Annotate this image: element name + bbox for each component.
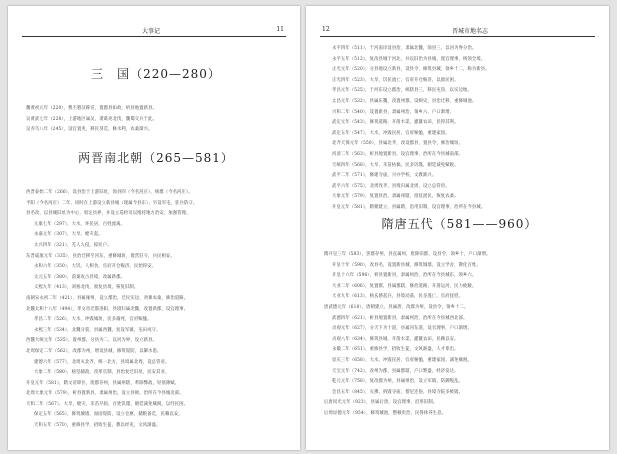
text-line: 正光元年（520），分县地设立新县，设县令，修筑县城，领乡十二，称为新县。 (332, 67, 490, 73)
section-sui-tang (324, 212, 595, 236)
text-line: 大象二年（580），杨坚辅政，改革官制，县治复迁旧址，民安其业。 (34, 370, 170, 376)
text-line: 太昌元年（532），县属东魏，改置州郡，设刺史，县治迁移，重修城池。 (332, 98, 477, 104)
text-line: 永平四年（511），于河南岸设县治，隶属北魏，领县三，以河为界分治。 (332, 46, 477, 51)
page-number: 12 (322, 26, 330, 33)
text-line: 后周显德元年（954），修筑城池，整顿吏治，民得休养生息。 (324, 410, 447, 416)
text-line: 保定五年（565），修筑城墙，加固堤防，设立仓廪，储粮备荒，民赖以安。 (34, 412, 183, 418)
text-line: 吴黄武七年（228），上游地区属吴，诸葛亮北伐，魏蜀交兵于此。 (26, 116, 158, 122)
text-line: 太元五年（380），前秦攻占县境，改属新郡。 (34, 274, 125, 280)
text-line: 乾元元年（758），复改郡为州，县属州治，设立军镇，防御叛乱。 (332, 379, 464, 385)
text-line: 永平五年（512），复改县城于河北，并以旧治为县城，置官理事，统领全境。 (332, 56, 486, 62)
text-line: 魏黄初元年（220），曹丕篡汉称帝，置郡县如故，析县地置新县。 (26, 106, 158, 111)
text-line: 武平六年（575），北周伐齐，县境归属北周，设立总管府。 (332, 183, 450, 189)
section-title: 隋唐五代（581——960） (381, 217, 538, 231)
text-line: 永徽二年（651），重修县学，招收生徒，文风渐盛，人才辈出。 (332, 347, 459, 353)
text-line: 西魏大统元年（535），置州郡，分县为二，以河为界，设立新县。 (26, 338, 158, 344)
text-line: 永和六年（350），大饥，人相食，官府开仓赈济，民始得安。 (34, 264, 157, 270)
text-line: 天宝元年（742），改州为郡，县属郡辖，户口繁盛，经济发达。 (332, 368, 459, 374)
text-line: 县名改，以县城旧址为中心，划定县界，并设立巡检司以维持地方治安，加强管理。 (26, 211, 191, 217)
text-line: 北魏太和十八年（494），孝文帝迁都洛阳，县境归属北魏，改置新郡，设官理事。 (26, 306, 189, 312)
text-line: 北齐天保元年（550），县属北齐，改设郡县，置县令，修治城垣。 (332, 141, 464, 147)
left-page (8, 6, 300, 450)
text-line: 大业九年（613），杨玄感起兵，县境动荡，民多逃亡，官府抚慰。 (332, 294, 464, 300)
text-line: 正光四年（523），大旱，饥民流亡，官府开仓赈济，以救民困。 (332, 77, 459, 83)
text-line: 永嘉元年（307），大旱，蝗灾起。 (34, 232, 103, 238)
text-line: 大业二年（606），复置郡，县属郡辖，修治道路，开凿运河，民力疲敝。 (332, 283, 477, 289)
text-line: 平阳（今名河庄）二年，同时在上游设立新县城（现属今县东），另设军屯，驻兵防守。 (26, 200, 198, 206)
text-line: 北周保定二年（562），改郡为州，增设县城，修筑堤防，以御水患。 (26, 348, 162, 354)
text-line: 开皇元年（581），隋文帝即位，废郡存州，县属州辖，革除弊政，轻徭薄赋。 (26, 380, 180, 386)
text-line: 南朝宋永初二年（421），县属雍州，设立郡治，迁民实边，劝课农桑，修治道路。 (26, 295, 189, 301)
section-three-kingdoms (26, 62, 286, 86)
text-line: 西晋泰始二年（266），设县治于上游旧址，领县四（今名河庄），统郡（今名河庄）。 (26, 190, 193, 195)
text-line: 开皇十年（590），改县名，设置新县城，修筑城墙，设立学舍，教化百姓。 (332, 262, 481, 268)
text-line: 河清二年（563），析县地置新县，设官理事，治所在今县城南部。 (332, 151, 464, 157)
text-line: 北周大象元年（579），析县置新县，隶属州治，设立县衙，治所在今县城北部。 (26, 391, 184, 397)
text-line: 武德四年（621），析县地置新县，隶属州治，治所在今县城西北部。 (332, 315, 468, 321)
text-line: 天和二年（567），大旱，蝗灾，禾苗尽损，百姓饥馑，朝廷减免赋税，以纾民困。 (26, 401, 189, 407)
text-line: 元康七年（297），大水，坏民居，百姓流离。 (34, 221, 125, 227)
text-line: 武定五年（547），大水，冲毁民居，官府赈恤，重建家园。 (332, 130, 450, 136)
text-line: 天和五年（570），重修县学，招收生徒，教以经史，文风渐盛。 (34, 423, 161, 429)
running-header (320, 25, 595, 37)
running-title: 晋城市地名志 (452, 28, 489, 35)
page-number: 11 (276, 26, 284, 33)
text-line: 贞观八年（634），修筑县城，开凿水渠，灌溉农田，民赖以安。 (332, 336, 459, 342)
text-line: 武平二年（571），修建寺庙，兴办学校，文教渐兴。 (332, 173, 437, 179)
text-line: 吴赤乌八年（245），设官置吏，移民垦荒，修水利，农桑渐兴。 (26, 127, 153, 133)
text-line: 孝昌元年（525），于河东设立郡治，统辖县三，移民屯垦，以实边地。 (332, 88, 472, 94)
top-body (324, 44, 595, 214)
section-jin-dynasties (26, 146, 286, 170)
text-line: 天统四年（568），大旱，禾苗枯槁，民多饥馑，朝廷减免赋税。 (332, 162, 459, 168)
running-title: 大事记 (142, 28, 161, 35)
bottom-body (324, 250, 595, 420)
section-title: 两晋南北朝（265—581） (78, 151, 234, 165)
text-line: 贞观元年（627），分天下为十道，县属河东道，设官理事，户口渐增。 (332, 326, 472, 332)
text-line: 唐武德元年（618），唐朝建立，县属唐，改郡为州，设县令，领乡十二。 (324, 304, 469, 310)
text-line: 建德六年（577），北周灭北齐，统一北方，县境属北周，设总管府。 (34, 359, 170, 365)
text-line: 开皇元年（581），隋朝建立，县属隋，沿用旧制，设官理事，治所在今县城。 (332, 204, 486, 210)
text-line: 太兴四年（321），羌人入侵，掠民户。 (34, 242, 112, 248)
text-line: 东晋咸康元年（335），县治迁移至河东，重修城垣，置营驻守，兵民相安。 (26, 253, 175, 259)
text-line: 武定元年（543），修筑道路，开凿水渠，灌溉农田，民得其利。 (332, 120, 459, 126)
text-line: 后唐同光元年（923），县属后唐，设官理事，沿用旧制。 (324, 400, 438, 406)
section-title: 三 国（220—280） (91, 67, 221, 81)
text-line: 隋开皇三年（583），罢郡存州，县直属州，废除旧郡，设县令，领乡十，户口渐增。 (324, 252, 491, 257)
section1-body (26, 104, 286, 136)
text-line: 义熙九年（413），刘裕北伐，收复县境，恢复旧制。 (34, 285, 139, 291)
running-header (22, 25, 286, 37)
text-line: 会昌五年（845），灭佛，拆毁寺庙，僧尼还俗，县境寺院多被毁。 (332, 389, 464, 395)
text-line: 开皇十六年（596），析县置新县，隶属州治，治所在今县城东，领乡六。 (332, 273, 477, 279)
section2-body (26, 188, 286, 432)
text-line: 兴和二年（540），设置新县，隶属州治，领乡六，户口渐增。 (332, 109, 455, 115)
text-line: 大象元年（579），复置县治，隶属州辖，招抚流民，恢复农桑。 (332, 194, 459, 200)
text-line: 显庆三年（658），大水，冲毁民居，官府赈恤，重建家园，减免赋税。 (332, 357, 472, 363)
text-line: 孝昌二年（526），大水，冲毁城垣，民多溺死，官府赈恤。 (34, 317, 152, 323)
text-line: 永熙三年（534），北魏分裂，县属西魏，复设军镇，屯田戍守。 (34, 327, 161, 333)
right-page (306, 6, 609, 450)
